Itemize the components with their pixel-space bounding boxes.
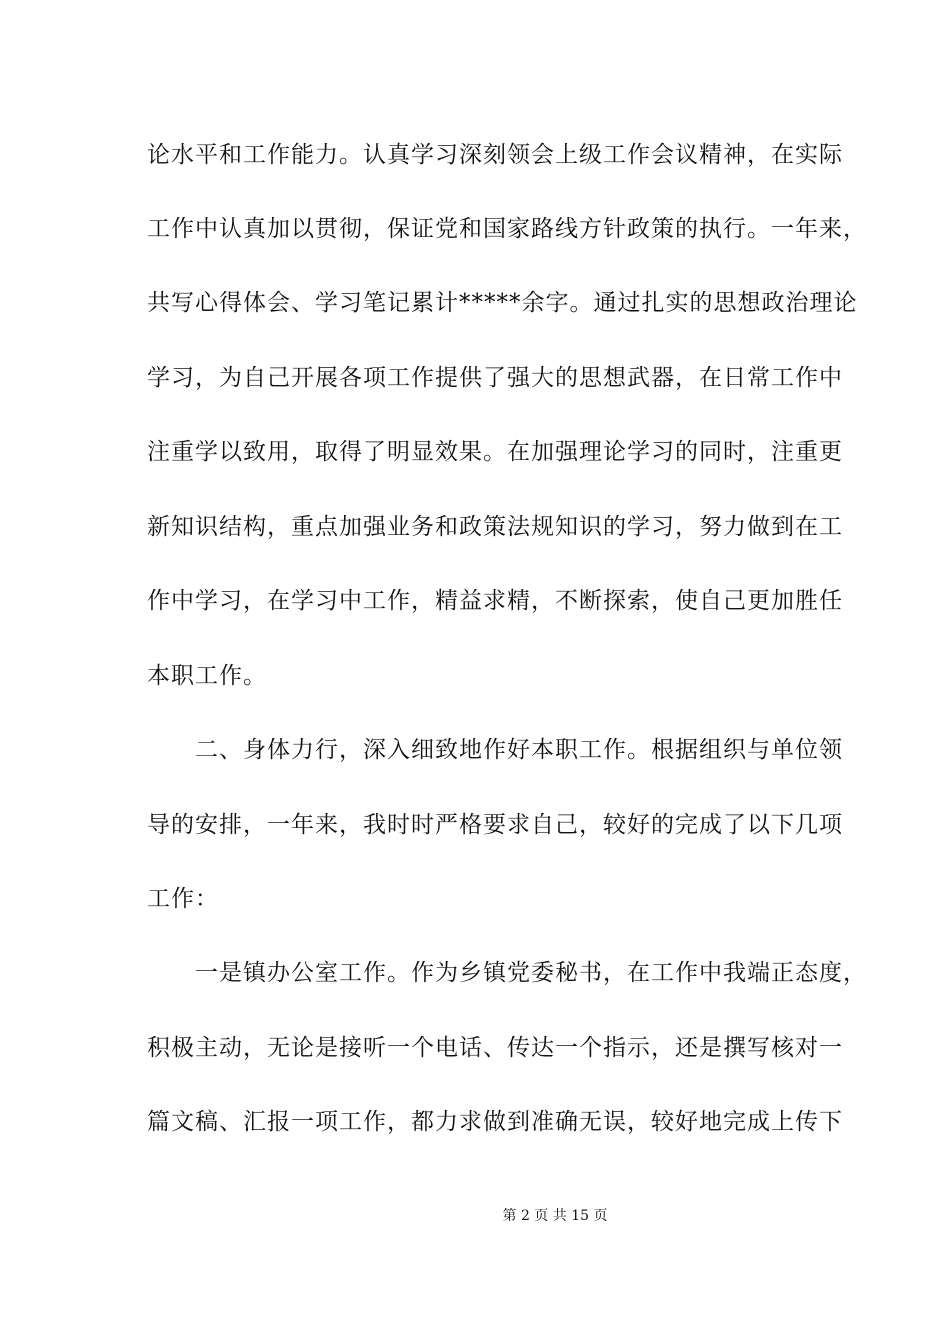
body-line: 论水平和工作能力。认真学习深刻领会上级工作会议精神，在实际 [147,142,843,168]
paragraph-heading-line: 二、身体力行，深入细致地作好本职工作。根据组织与单位领 [147,737,843,763]
page-number-footer: 第 2 页 共 15 页 [502,1208,608,1224]
body-line: 新知识结构，重点加强业务和政策法规知识的学习，努力做到在工 [147,514,843,540]
paragraph-start-line: 一是镇办公室工作。作为乡镇党委秘书，在工作中我端正态度， [147,960,867,986]
body-line: 作中学习，在学习中工作，精益求精，不断探索，使自己更加胜任 [147,588,843,614]
body-line: 注重学以致用，取得了明显效果。在加强理论学习的同时，注重更 [147,439,843,465]
body-line: 本职工作。 [147,663,267,689]
body-line: 学习，为自己开展各项工作提供了强大的思想武器，在日常工作中 [147,365,843,391]
body-line: 工作： [147,886,219,912]
body-line: 积极主动，无论是接听一个电话、传达一个指示，还是撰写核对一 [147,1035,843,1061]
body-line: 导的安排，一年来，我时时严格要求自己，较好的完成了以下几项 [147,812,843,838]
body-line: 工作中认真加以贯彻，保证党和国家路线方针政策的执行。一年来， [147,216,867,242]
body-line: 篇文稿、汇报一项工作，都力求做到准确无误，较好地完成上传下 [147,1109,843,1135]
body-line: 共写心得体会、学习笔记累计*****余字。通过扎实的思想政治理论 [147,290,858,316]
